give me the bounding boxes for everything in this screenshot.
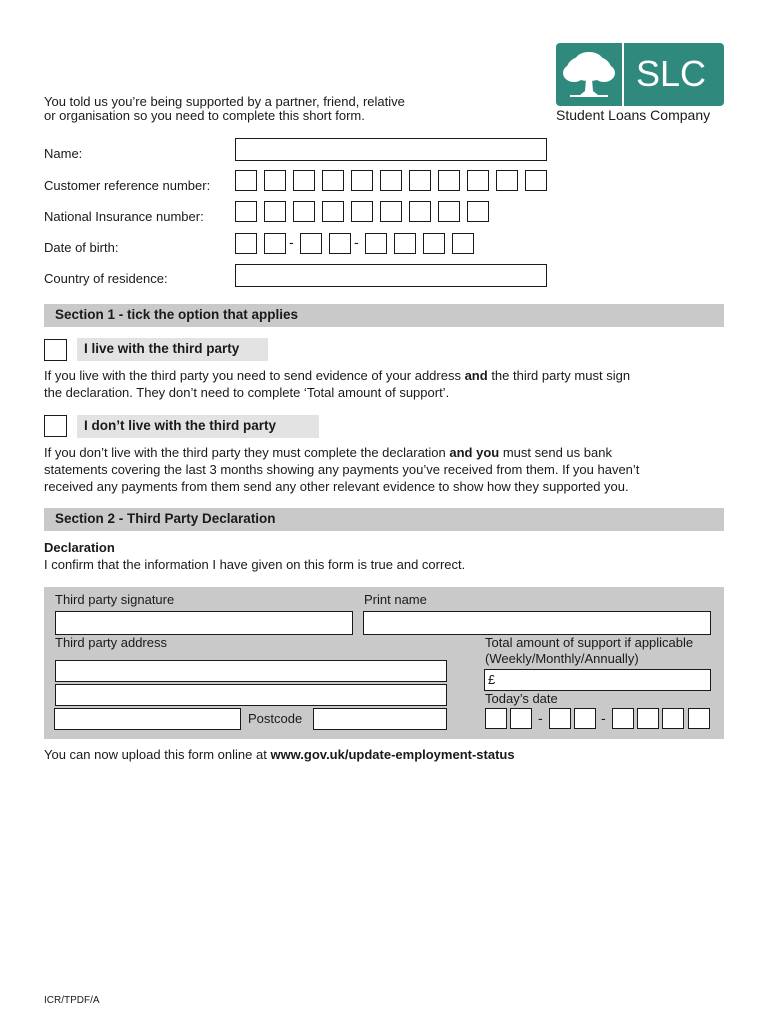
option1-checkbox[interactable] (44, 339, 67, 361)
postcode-input[interactable] (313, 708, 447, 730)
crn-digit-input[interactable] (322, 170, 344, 191)
support-label-line-1: Total amount of support if applicable (485, 635, 694, 650)
crn-digit-input[interactable] (351, 170, 373, 191)
section1-title: Section 1 - tick the option that applies (55, 307, 299, 322)
declaration-text: I confirm that the information I have given on this form is true and correct. (44, 557, 466, 572)
dob-year-input[interactable] (394, 233, 416, 254)
crn-digit-input[interactable] (293, 170, 315, 191)
nin-char-input[interactable] (351, 201, 373, 222)
dob-day-input[interactable] (235, 233, 257, 254)
date-separator: - (289, 234, 294, 250)
form-code: ICR/TPDF/A (44, 995, 100, 1006)
date-separator: - (538, 710, 543, 726)
crn-label: Customer reference number: (44, 178, 211, 193)
postcode-label: Postcode (248, 711, 303, 726)
signature-input[interactable] (55, 611, 353, 635)
nin-char-input[interactable] (293, 201, 315, 222)
nin-char-input[interactable] (467, 201, 489, 222)
currency-symbol: £ (488, 672, 496, 687)
dob-label: Date of birth: (44, 240, 119, 255)
company-name: Student Loans Company (556, 107, 711, 123)
signature-label: Third party signature (55, 592, 175, 607)
crn-digit-input[interactable] (525, 170, 547, 191)
upload-url-link[interactable]: www.gov.uk/update-employment-status (270, 747, 515, 762)
crn-digit-input[interactable] (496, 170, 518, 191)
date-day-input[interactable] (510, 708, 532, 729)
support-label-line-2: (Weekly/Monthly/Annually) (485, 651, 639, 666)
crn-digit-input[interactable] (264, 170, 286, 191)
option1-desc-part: the third party must sign the declaration. They don’t need to complete ‘Total amount of support’. (44, 368, 631, 400)
date-year-input[interactable] (688, 708, 710, 729)
nin-char-input[interactable] (322, 201, 344, 222)
option2-desc-part: If you don’t live with the third party they must complete the declaration (44, 445, 450, 460)
slc-logo (556, 43, 724, 106)
crn-digit-input[interactable] (235, 170, 257, 191)
intro-line-1: You told us you’re being supported by a partner, friend, relative (44, 94, 405, 109)
support-amount-input[interactable] (484, 669, 711, 691)
print-name-input[interactable] (363, 611, 711, 635)
option2-desc-bold: and you (449, 445, 500, 460)
print-name-label: Print name (364, 592, 427, 607)
dob-month-input[interactable] (300, 233, 322, 254)
country-label: Country of residence: (44, 271, 168, 286)
date-year-input[interactable] (662, 708, 684, 729)
date-year-input[interactable] (637, 708, 659, 729)
section2-header (44, 508, 724, 531)
option1-description (44, 367, 724, 401)
declaration-panel (44, 587, 724, 739)
option1-desc-bold: and (464, 368, 488, 383)
address-label: Third party address (55, 635, 167, 650)
date-separator: - (354, 234, 359, 250)
upload-instruction (44, 747, 515, 763)
address-line-1-input[interactable] (55, 660, 447, 682)
dob-year-input[interactable] (365, 233, 387, 254)
address-line-3-input[interactable] (54, 708, 241, 730)
date-separator: - (601, 710, 606, 726)
name-label: Name: (44, 146, 83, 161)
option2-checkbox[interactable] (44, 415, 67, 437)
logo-divider (622, 43, 624, 106)
section1-header (44, 304, 724, 327)
country-input[interactable] (235, 264, 547, 287)
crn-digit-input[interactable] (409, 170, 431, 191)
crn-digit-input[interactable] (438, 170, 460, 191)
todays-date-label: Today’s date (485, 691, 558, 706)
dob-day-input[interactable] (264, 233, 286, 254)
nin-label: National Insurance number: (44, 209, 204, 224)
option1-label-bar (77, 338, 268, 361)
crn-digit-input[interactable] (467, 170, 489, 191)
option2-label-bar (77, 415, 319, 438)
date-month-input[interactable] (574, 708, 596, 729)
nin-char-input[interactable] (235, 201, 257, 222)
dob-year-input[interactable] (452, 233, 474, 254)
option2-label: I don’t live with the third party (84, 418, 277, 433)
section2-title: Section 2 - Third Party Declaration (55, 511, 276, 526)
nin-char-input[interactable] (409, 201, 431, 222)
nin-char-input[interactable] (380, 201, 402, 222)
intro-line-2: or organisation so you need to complete this short form. (44, 108, 365, 123)
option1-desc-part: If you live with the third party you need to send evidence of your address (44, 368, 465, 383)
dob-month-input[interactable] (329, 233, 351, 254)
option2-description (44, 444, 724, 495)
address-line-2-input[interactable] (55, 684, 447, 706)
nin-char-input[interactable] (264, 201, 286, 222)
logo-abbreviation: SLC (636, 53, 707, 94)
tree-icon (560, 51, 618, 99)
option1-label: I live with the third party (84, 341, 240, 356)
dob-year-input[interactable] (423, 233, 445, 254)
date-year-input[interactable] (612, 708, 634, 729)
name-input[interactable] (235, 138, 547, 161)
crn-digit-input[interactable] (380, 170, 402, 191)
declaration-heading: Declaration (44, 540, 115, 555)
upload-text: You can now upload this form online at (44, 747, 271, 762)
nin-char-input[interactable] (438, 201, 460, 222)
date-month-input[interactable] (549, 708, 571, 729)
date-day-input[interactable] (485, 708, 507, 729)
option2-desc-part: must send us bank statements covering the last 3 months showing any payments you’ve received from them. If you haven’t received any payments from them send any other relevant evidence to show how they supported you. (44, 445, 640, 494)
